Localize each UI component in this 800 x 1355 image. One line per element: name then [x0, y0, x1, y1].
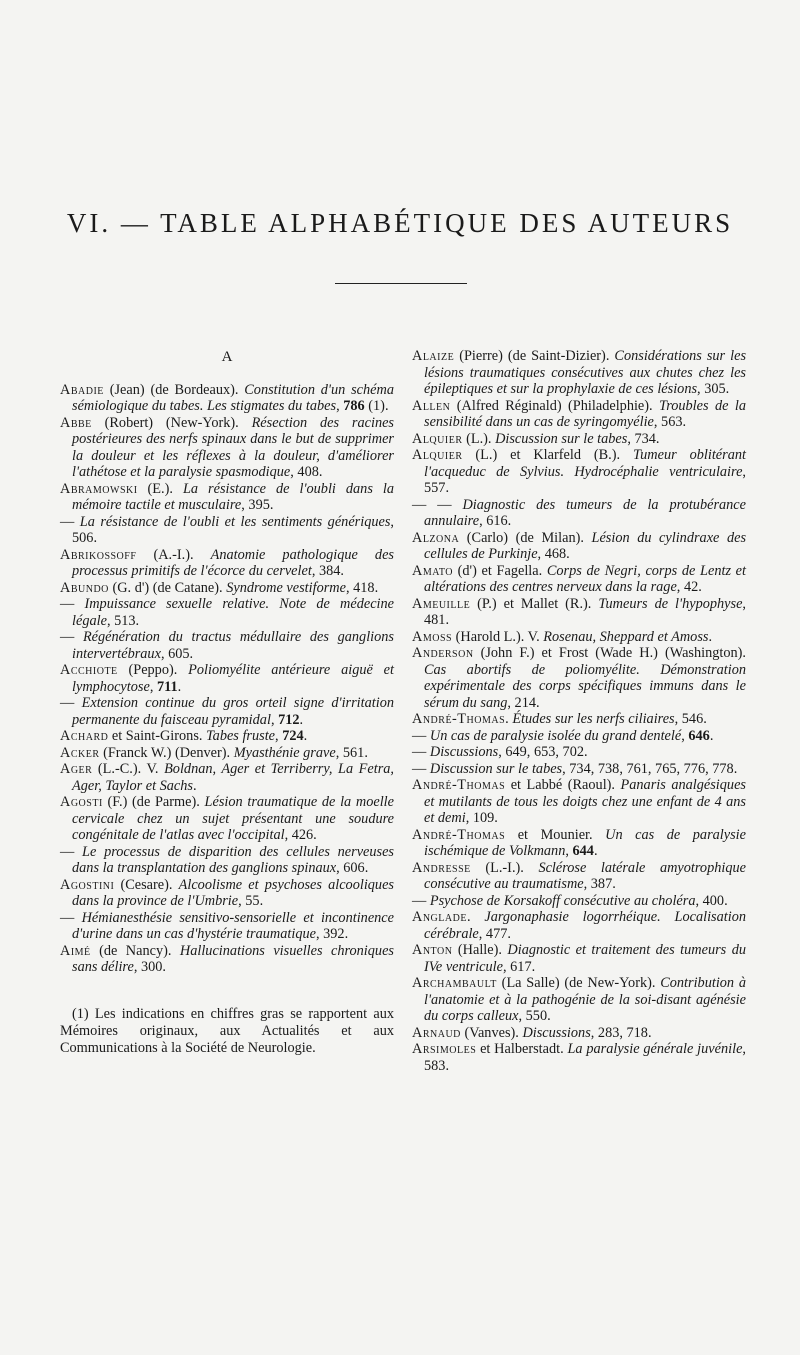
- entry-tail: , 109.: [465, 810, 498, 826]
- entry-name: Andresse: [412, 859, 471, 876]
- entry-rest: .: [505, 711, 513, 727]
- entry-tail: , 384.: [311, 563, 344, 579]
- entry-title: Anatomie pathologique des processus primitifs de l'écorce du cervelet: [72, 546, 394, 579]
- entry-title: Lésion traumatique de la moelle cervicale chez un sujet présentant une soudure congénitale de l'atlas avec l'occipital: [72, 794, 394, 843]
- entry-title: Extension continue du gros orteil signe d'irritation permanente du faisceau pyramidal: [72, 695, 394, 728]
- author-entry: [412, 563, 746, 596]
- entry-tail: , 55.: [238, 893, 264, 909]
- entry-title: Boldnan, Ager et Terriberry, La Fetra, Ager, Taylor et Sachs: [72, 761, 394, 794]
- entry-tail: , 392.: [315, 926, 349, 942]
- entry-rest: (Pierre) (de Saint-Dizier).: [454, 348, 615, 364]
- entry-rest: et Saint-Girons.: [108, 728, 207, 744]
- entry-rest: (L.) et Klarfeld (B.).: [462, 447, 633, 463]
- entry-title: Psychose de Korsakoff consécutive au choléra: [429, 892, 696, 909]
- entry-tail: , 426.: [284, 827, 317, 843]
- entry-tail: , 214.: [507, 694, 540, 711]
- author-entry: [60, 728, 394, 745]
- entry-title: Résection des racines postérieures des nerfs spinaux dans le but de supprimer la douleur et les réflexes à la douleur, d'améliorer l'athétose et la paralysie spasmodique: [72, 414, 394, 480]
- entry-title: Discussion sur le tabes: [429, 760, 563, 777]
- entry-name: Amoss: [412, 628, 453, 645]
- entry-tail: , 387.: [583, 876, 616, 892]
- entry-title: Diagnostic des tumeurs de la protubérance annulaire: [424, 496, 746, 529]
- entry-page: 644: [572, 843, 594, 859]
- entry-rest: (L.).: [462, 430, 496, 447]
- entry-title: Sclérose latérale amyotrophique consécutive au traumatisme: [424, 859, 746, 892]
- entry-tail: , 617.: [503, 958, 536, 975]
- entry-tail: , 734, 738, 761, 765, 776, 778.: [562, 760, 738, 777]
- entry-tail: , 583.: [424, 1041, 746, 1074]
- entry-rest: et Halberstadt.: [476, 1041, 568, 1057]
- right-column: [412, 348, 746, 1074]
- entry-title: Tabes fruste: [206, 728, 276, 744]
- author-entry: [412, 860, 746, 893]
- entry-rest: — —: [412, 496, 463, 513]
- entry-tail: , 506.: [72, 513, 394, 546]
- entry-rest: (de Nancy).: [90, 942, 180, 959]
- entry-title: Jargonaphasie logorrhéique. Localisation cérébrale: [424, 909, 746, 942]
- entry-title: Études sur les nerfs ciliaires: [512, 711, 675, 727]
- entry-title: Considérations sur les lésions traumatiques consécutives aux chutes chez les épileptiques et sur la prophylaxie de ces lésions: [424, 348, 747, 397]
- entry-title: La résistance de l'oubli dans la mémoire tactile et musculaire: [72, 480, 395, 513]
- entry-name: Alquier: [412, 447, 463, 463]
- entry-tail: .: [193, 777, 197, 794]
- entry-tail: , 550.: [518, 1008, 551, 1024]
- entry-rest: .: [466, 909, 485, 925]
- author-entry: [412, 596, 746, 629]
- author-entry: [412, 497, 746, 530]
- entry-title: Hallucinations visuelles chroniques sans délire: [72, 942, 394, 975]
- entry-rest: (L.-C.). V.: [92, 761, 165, 777]
- entry-name: André-Thomas: [412, 711, 506, 727]
- author-entry: [60, 794, 394, 844]
- author-entry: [412, 645, 746, 711]
- entry-rest: (G. d') (de Catane).: [108, 579, 227, 596]
- author-entry: [60, 844, 394, 877]
- entry-name: Arnaud: [412, 1024, 461, 1041]
- author-entry: [60, 547, 394, 580]
- right-entry-list: [412, 348, 746, 1074]
- author-entry: [412, 1041, 746, 1074]
- entry-rest: et Labbé (Raoul).: [505, 777, 621, 793]
- entry-title: La paralysie générale juvénile: [567, 1041, 743, 1057]
- entry-tail: ,: [565, 843, 573, 859]
- left-column: [60, 345, 394, 1071]
- author-entry: [60, 596, 394, 629]
- entry-tail: ,: [681, 727, 689, 744]
- entry-tail: , 605.: [160, 645, 194, 662]
- author-entry: [412, 431, 746, 448]
- entry-tail: , 513.: [106, 612, 140, 629]
- author-entry: [412, 893, 746, 910]
- section-letter: A: [221, 349, 233, 365]
- entry-rest: et Mounier.: [505, 826, 606, 843]
- entry-rest: (La Salle) (de New-York).: [496, 975, 661, 991]
- entry-name: Ameuille: [412, 595, 471, 612]
- author-entry: [412, 975, 746, 1025]
- entry-rest: (P.) et Mallet (R.).: [470, 595, 599, 612]
- entry-tail: , 418.: [345, 579, 379, 596]
- author-entry: [412, 348, 746, 398]
- entry-title: Syndrome vestiforme: [226, 579, 346, 596]
- entry-rest: (E.).: [137, 480, 183, 497]
- entry-tail: , 546.: [674, 711, 707, 727]
- entry-rest: —: [412, 744, 430, 760]
- entry-page: 724: [282, 728, 304, 744]
- entry-name: Abrikossoff: [60, 546, 137, 563]
- entry-tail: , 481.: [424, 595, 746, 628]
- entry-rest: —: [60, 843, 83, 860]
- entry-tail: , 283, 718.: [590, 1024, 652, 1041]
- entry-title: Diagnostic et traitement des tumeurs du IVe ventricule: [424, 942, 746, 975]
- entry-name: Alquier: [412, 430, 463, 447]
- entry-title: Impuissance sexuelle relative. Note de médecine légale: [72, 596, 394, 629]
- author-entry: [60, 382, 394, 415]
- author-entry: [412, 761, 746, 778]
- entry-tail: ,: [336, 398, 344, 414]
- entry-tail: , 563.: [653, 414, 687, 430]
- author-entry: [60, 910, 394, 943]
- entry-rest: (John F.) et Frost (Wade H.) (Washington).: [473, 645, 746, 661]
- entry-tail: , 395.: [241, 497, 274, 513]
- author-entry: [60, 943, 394, 976]
- entry-tail: , 734.: [627, 430, 660, 447]
- entry-rest: (A.-I.).: [136, 546, 211, 563]
- author-entry: [60, 662, 394, 695]
- entry-rest: —: [60, 596, 85, 612]
- entry-tail: ,: [149, 678, 157, 695]
- entry-tail: , 557.: [424, 463, 746, 496]
- entry-title: Discussion sur le tabes: [495, 430, 628, 447]
- entry-note: .: [303, 728, 308, 744]
- author-entry: [60, 695, 394, 728]
- entry-name: Agostini: [60, 876, 115, 893]
- entry-page: 712: [278, 711, 300, 728]
- entry-tail: , 616.: [479, 513, 512, 529]
- entry-rest: —: [60, 629, 83, 645]
- entry-title: Corps de Negri, corps de Lentz et altérations des centres nerveux dans la rage: [424, 562, 746, 595]
- entry-note: .: [709, 727, 714, 744]
- entry-name: Aimé: [60, 942, 91, 959]
- entry-rest: (Carlo) (de Milan).: [459, 529, 592, 546]
- entry-tail: , 42.: [676, 579, 702, 595]
- entry-rest: —: [60, 909, 82, 926]
- entry-name: Alaize: [412, 348, 455, 364]
- entry-rest: (L.-I.).: [470, 859, 539, 876]
- author-entry: [412, 909, 746, 942]
- entry-title: Le processus de disparition des cellules nerveuses dans la transplantation des ganglions spinaux: [72, 843, 395, 876]
- entry-title: La résistance de l'oubli et les sentiments génériques: [79, 513, 391, 530]
- entry-title: Rosenau, Sheppard et Amoss: [543, 628, 709, 645]
- footnote: (1) Les indications en chiffres gras se rapportent aux Mémoires originaux, aux Actualités et aux Communications à la Société de Neurologie.: [60, 1005, 394, 1056]
- entry-name: Anton: [412, 942, 453, 958]
- entry-tail: , 305.: [697, 381, 730, 397]
- entry-rest: (F.) (de Parme).: [102, 794, 205, 810]
- author-entry: [60, 415, 394, 481]
- entry-name: André-Thomas: [412, 826, 506, 843]
- entry-tail: .: [708, 628, 713, 645]
- entry-page: 711: [156, 678, 178, 695]
- entry-name: Abramowski: [60, 480, 138, 497]
- entry-rest: (Harold L.). V.: [452, 628, 544, 645]
- entry-rest: (Jean) (de Bordeaux).: [103, 381, 245, 398]
- author-entry: [412, 942, 746, 975]
- left-entry-list: [60, 382, 394, 976]
- entry-name: Abundo: [60, 579, 109, 596]
- entry-rest: —: [412, 760, 430, 777]
- entry-rest: —: [60, 513, 80, 530]
- entry-page: 786: [343, 398, 365, 414]
- entry-note: .: [299, 711, 304, 728]
- entry-tail: , 400.: [695, 892, 728, 909]
- entry-rest: (Franck W.) (Denver).: [99, 744, 234, 761]
- entry-name: Anderson: [412, 645, 474, 661]
- entry-tail: , 606.: [336, 860, 369, 876]
- entry-name: Alzona: [412, 529, 460, 546]
- entry-rest: (Alfred Réginald) (Philadelphie).: [450, 397, 660, 414]
- entry-rest: (Cesare).: [114, 876, 179, 893]
- author-entry: [412, 1025, 746, 1042]
- author-entry: [412, 827, 746, 860]
- entry-note: (1).: [364, 398, 389, 414]
- author-entry: [60, 481, 394, 514]
- entry-rest: —: [412, 892, 430, 909]
- entry-rest: —: [412, 727, 430, 744]
- entry-title: Un cas de paralysie isolée du grand dentelé: [429, 727, 682, 744]
- page-title: VI. — TABLE ALPHABÉTIQUE DES AUTEURS: [66, 208, 734, 238]
- author-entry: [412, 447, 746, 497]
- entry-name: Archambault: [412, 975, 497, 991]
- entry-rest: (d') et Fagella.: [452, 562, 547, 579]
- entry-tail: , 649, 653, 702.: [498, 744, 588, 760]
- entry-rest: (Vanves).: [460, 1024, 523, 1041]
- entry-title: Constitution d'un schéma sémiologique du tabes. Les stigmates du tabes: [72, 381, 394, 414]
- entry-page: 646: [688, 727, 710, 744]
- entry-title: Troubles de la sensibilité dans un cas de syringomyélie: [424, 397, 746, 430]
- entry-title: Myasthénie grave: [233, 744, 336, 761]
- entry-tail: , 468.: [537, 546, 570, 562]
- author-entry: [412, 711, 746, 728]
- entry-rest: (Halle).: [452, 942, 508, 958]
- entry-tail: , 477.: [478, 925, 511, 942]
- entry-name: Anglade: [412, 909, 467, 925]
- entry-title: Hémianesthésie sensitivo-sensorielle et incontinence d'urine dans un cas d'hystérie traumatique: [72, 909, 395, 942]
- entry-note: .: [593, 843, 598, 859]
- entry-title: Discussions: [429, 744, 499, 760]
- author-entry: [60, 745, 394, 762]
- entry-title: Discussions: [522, 1024, 591, 1041]
- author-entry: [412, 728, 746, 745]
- author-entry: [412, 777, 746, 827]
- entry-title: Contribution à l'anatomie et à la pathogénie de la soi-disant agénésie du corps calleux: [424, 975, 746, 1024]
- author-entry: [60, 877, 394, 910]
- entry-title: Tumeurs de l'hypophyse: [598, 595, 743, 612]
- entry-name: Allen: [412, 397, 451, 414]
- entry-tail: ,: [270, 711, 279, 728]
- entry-name: Acchiote: [60, 662, 118, 678]
- entry-title: Poliomyélite antérieure aiguë et lymphocytose: [72, 662, 394, 695]
- entry-note: .: [177, 678, 182, 695]
- entry-tail: ,: [275, 728, 283, 744]
- entry-tail: , 408.: [290, 464, 323, 480]
- entry-title: Panaris analgésiques et mutilants de tous les doigts chez une enfant de 4 ans et demi: [424, 777, 746, 826]
- entry-name: Amato: [412, 562, 453, 579]
- entry-title: Tumeur oblitérant l'acqueduc de Sylvius. Hydrocéphalie ventriculaire: [424, 447, 746, 480]
- entry-tail: , 300.: [133, 959, 166, 975]
- entry-title: Cas abortifs de poliomyélite. Démonstration expérimentale des corps spécifiques immuns dans le sérum du sang: [424, 661, 746, 711]
- entry-title: Régénération du tractus médullaire des ganglions intervertébraux: [72, 629, 394, 662]
- entry-name: Arsimoles: [412, 1041, 477, 1057]
- author-entry: [412, 530, 746, 563]
- entry-rest: (Robert) (New-York).: [91, 414, 252, 431]
- author-entry: [412, 744, 746, 761]
- author-entry: [60, 580, 394, 597]
- entry-name: Acker: [60, 744, 100, 761]
- entry-rest: (Peppo).: [117, 662, 189, 678]
- author-entry: [60, 761, 394, 794]
- entry-name: Ager: [60, 761, 93, 777]
- title-rule: [335, 283, 467, 284]
- author-entry: [412, 629, 746, 646]
- entry-title: Lésion du cylindraxe des cellules de Purkinje: [424, 529, 747, 562]
- entry-name: Agosti: [60, 794, 103, 810]
- entry-rest: —: [60, 695, 82, 711]
- author-entry: [412, 398, 746, 431]
- entry-title: Alcoolisme et psychoses alcooliques dans la province de l'Umbrie: [72, 876, 394, 909]
- entry-tail: , 561.: [335, 744, 368, 761]
- author-entry: [60, 514, 394, 547]
- entry-name: Abbe: [60, 414, 92, 431]
- entry-name: Achard: [60, 728, 109, 744]
- author-entry: [60, 629, 394, 662]
- entry-name: André-Thomas: [412, 777, 506, 793]
- entry-name: Abadie: [60, 381, 104, 398]
- entry-title: Un cas de paralysie ischémique de Volkmann: [424, 826, 746, 859]
